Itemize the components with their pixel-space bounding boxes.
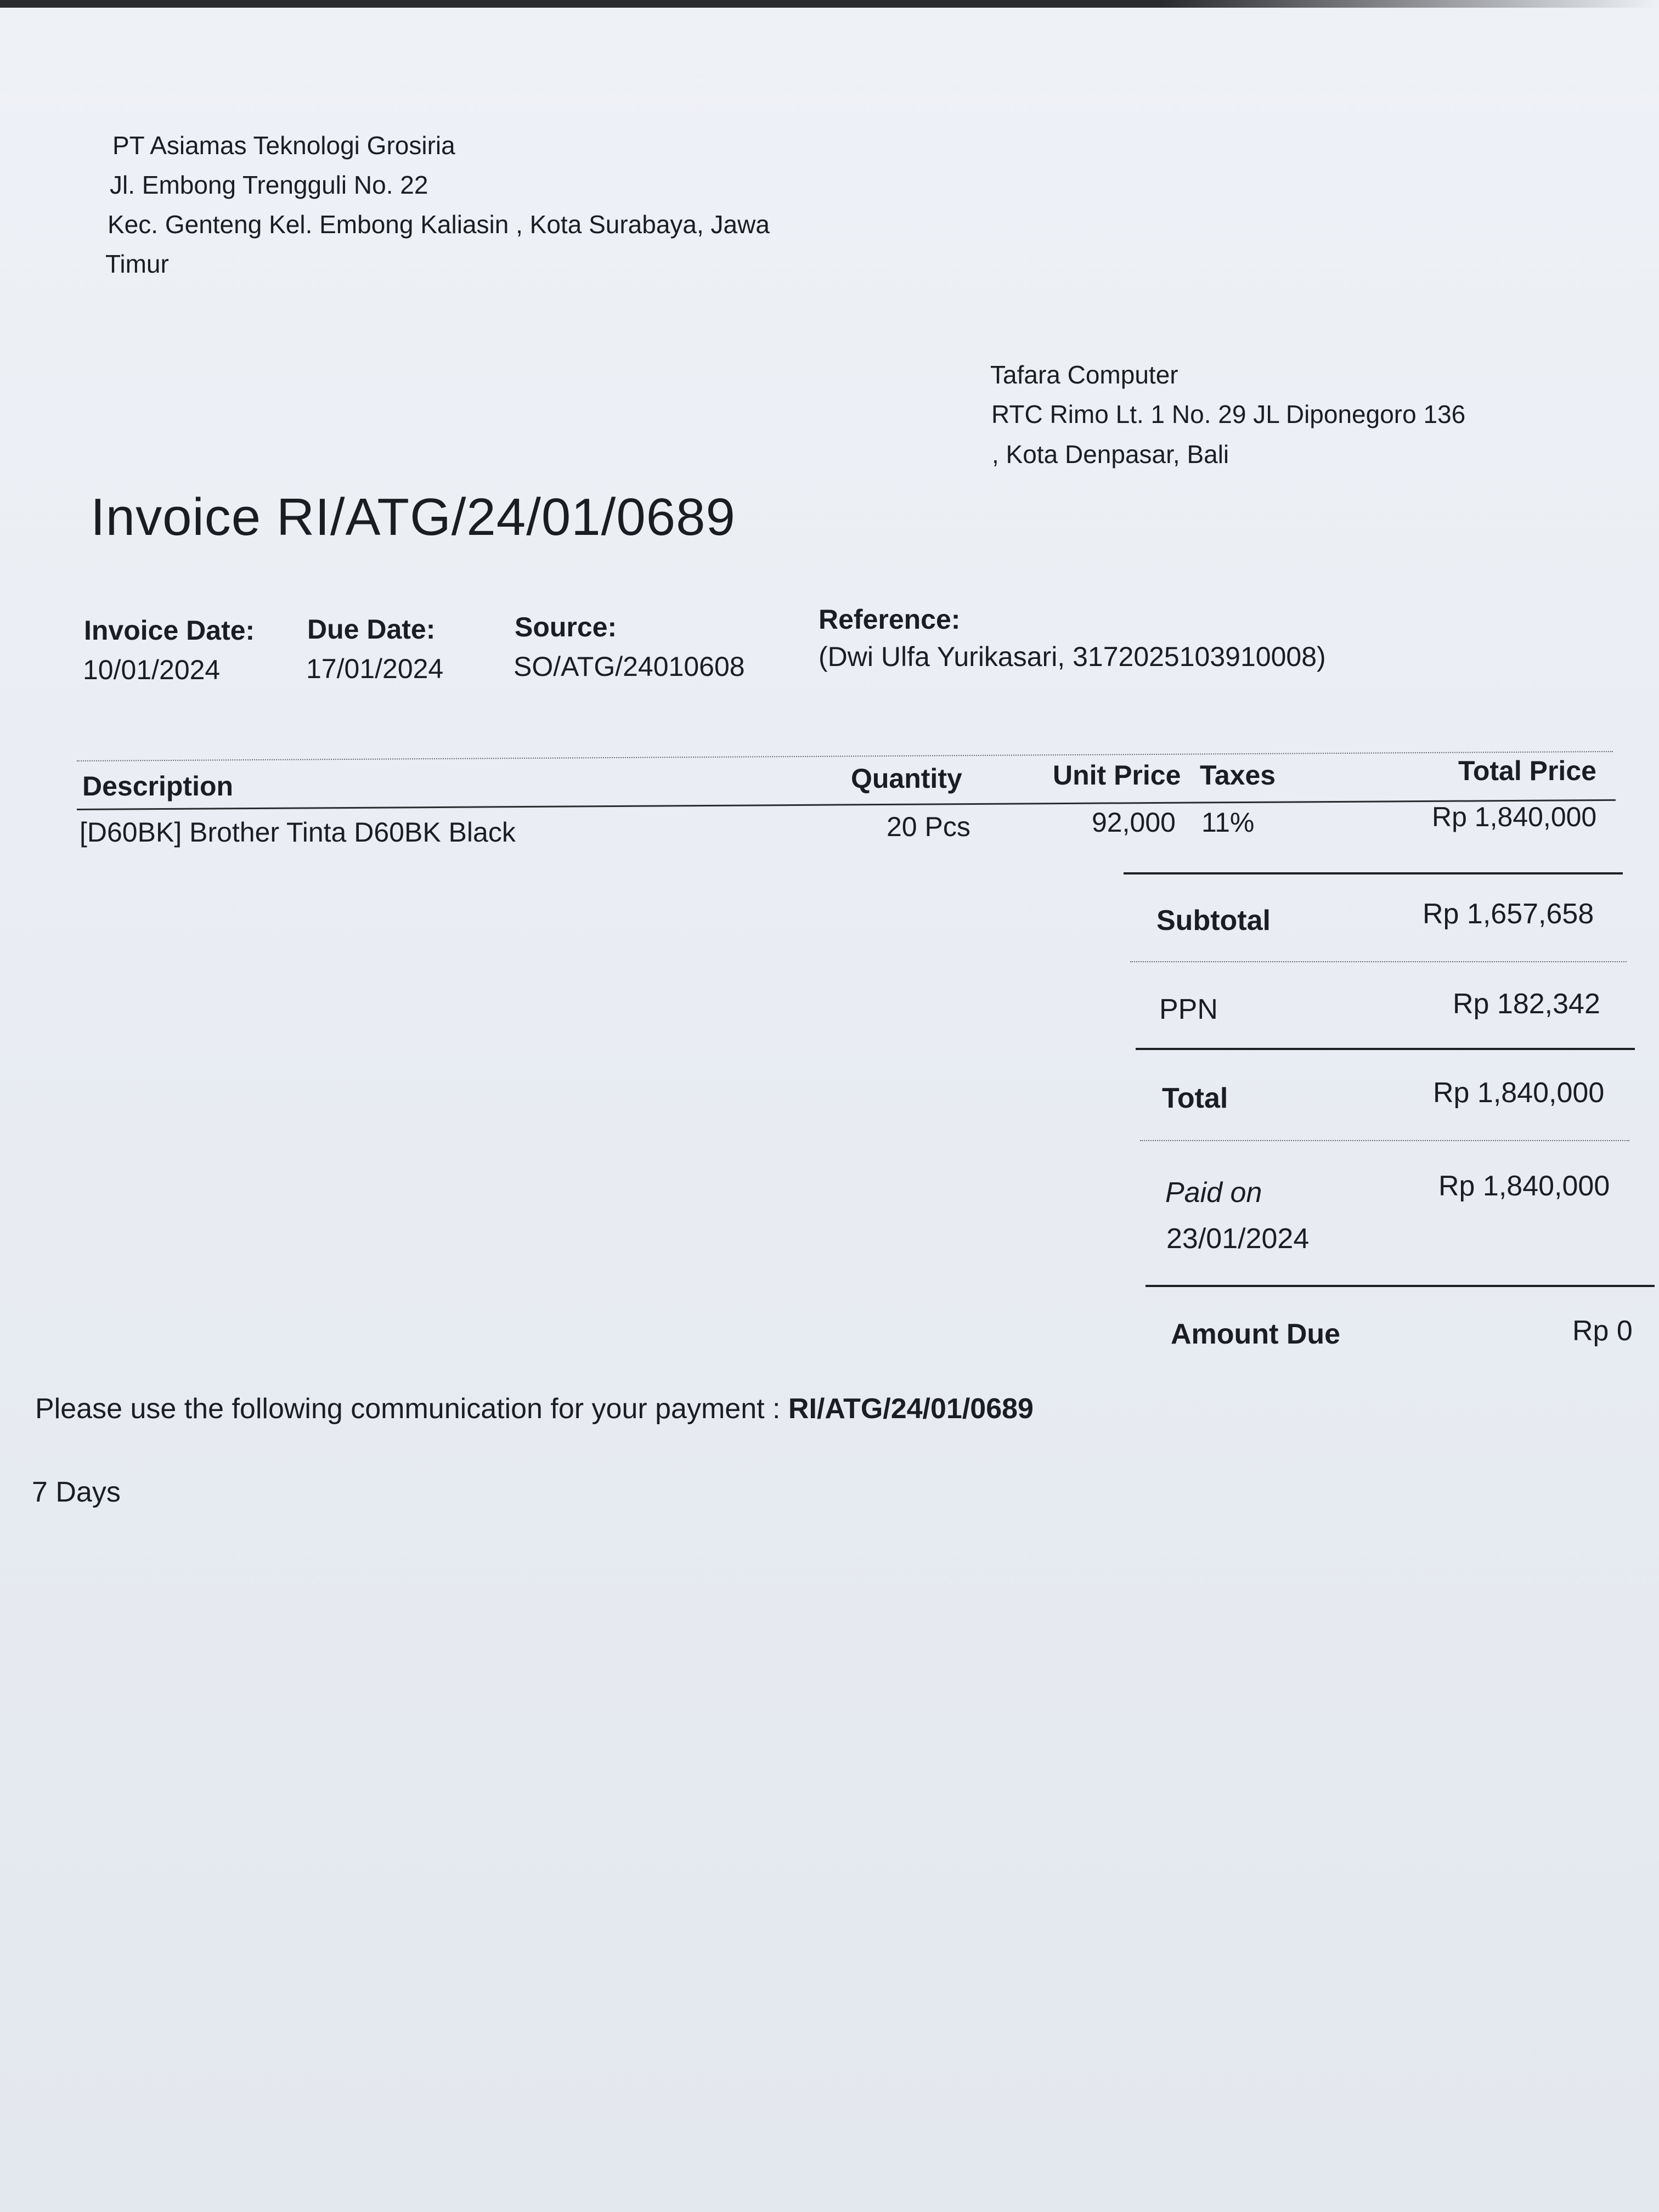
row-description: [D60BK] Brother Tinta D60BK Black: [80, 817, 516, 848]
payment-communication: [35, 1392, 1034, 1425]
row-unit-price: 92,000: [1092, 807, 1176, 838]
reference-value: (Dwi Ulfa Yurikasari, 3172025103910008): [819, 641, 1326, 672]
paid-on-label: Paid on: [1165, 1177, 1262, 1209]
ppn-label: PPN: [1159, 994, 1218, 1025]
communication-text: Please use the following communication for your payment :: [35, 1393, 788, 1425]
header-total-price: Total Price: [1458, 755, 1596, 786]
ppn-value: Rp 182,342: [1453, 988, 1600, 1020]
invoice-title: Invoice RI/ATG/24/01/0689: [91, 488, 736, 546]
header-description: Description: [82, 771, 234, 802]
company-address-line3: Timur: [105, 250, 169, 278]
amount-due-label: Amount Due: [1171, 1318, 1341, 1350]
row-total-price: Rp 1,840,000: [1432, 802, 1597, 832]
company-name: PT Asiamas Teknologi Grosiria: [112, 131, 455, 160]
header-unit-price: Unit Price: [1053, 760, 1181, 791]
due-date-value: 17/01/2024: [306, 653, 444, 684]
total-rule: [1140, 1140, 1629, 1141]
subtotal-rule: [1130, 961, 1627, 962]
company-address-line2: Kec. Genteng Kel. Embong Kaliasin , Kota Surabaya, Jawa: [108, 210, 770, 239]
table-top-rule: [77, 751, 1613, 761]
communication-reference: RI/ATG/24/01/0689: [788, 1393, 1034, 1425]
amount-due-value: Rp 0: [1572, 1315, 1633, 1347]
row-taxes: 11%: [1201, 807, 1255, 838]
top-edge-shadow: [0, 0, 1659, 8]
paid-rule: [1146, 1285, 1655, 1287]
total-value: Rp 1,840,000: [1433, 1077, 1605, 1109]
row-quantity: 20 Pcs: [887, 811, 970, 842]
total-label: Total: [1162, 1082, 1228, 1114]
summary-top-rule: [1124, 872, 1623, 874]
table-header-rule: [77, 799, 1616, 810]
subtotal-label: Subtotal: [1156, 905, 1271, 936]
payment-terms: 7 Days: [32, 1476, 121, 1508]
customer-address-line1: RTC Rimo Lt. 1 No. 29 JL Diponegoro 136: [991, 400, 1466, 428]
invoice-date-label: Invoice Date:: [84, 615, 255, 646]
subtotal-value: Rp 1,657,658: [1423, 898, 1594, 930]
ppn-rule: [1136, 1048, 1635, 1050]
source-value: SO/ATG/24010608: [514, 651, 745, 682]
header-taxes: Taxes: [1200, 760, 1276, 791]
company-address-line1: Jl. Embong Trengguli No. 22: [110, 171, 428, 199]
paid-amount: Rp 1,840,000: [1438, 1170, 1610, 1202]
invoice-date-value: 10/01/2024: [83, 654, 221, 685]
source-label: Source:: [515, 612, 617, 642]
reference-label: Reference:: [819, 604, 961, 635]
paid-on-date: 23/01/2024: [1166, 1223, 1310, 1255]
customer-address-line2: , Kota Denpasar, Bali: [992, 440, 1229, 469]
due-date-label: Due Date:: [307, 614, 436, 645]
header-quantity: Quantity: [851, 763, 962, 794]
customer-name: Tafara Computer: [990, 360, 1178, 389]
